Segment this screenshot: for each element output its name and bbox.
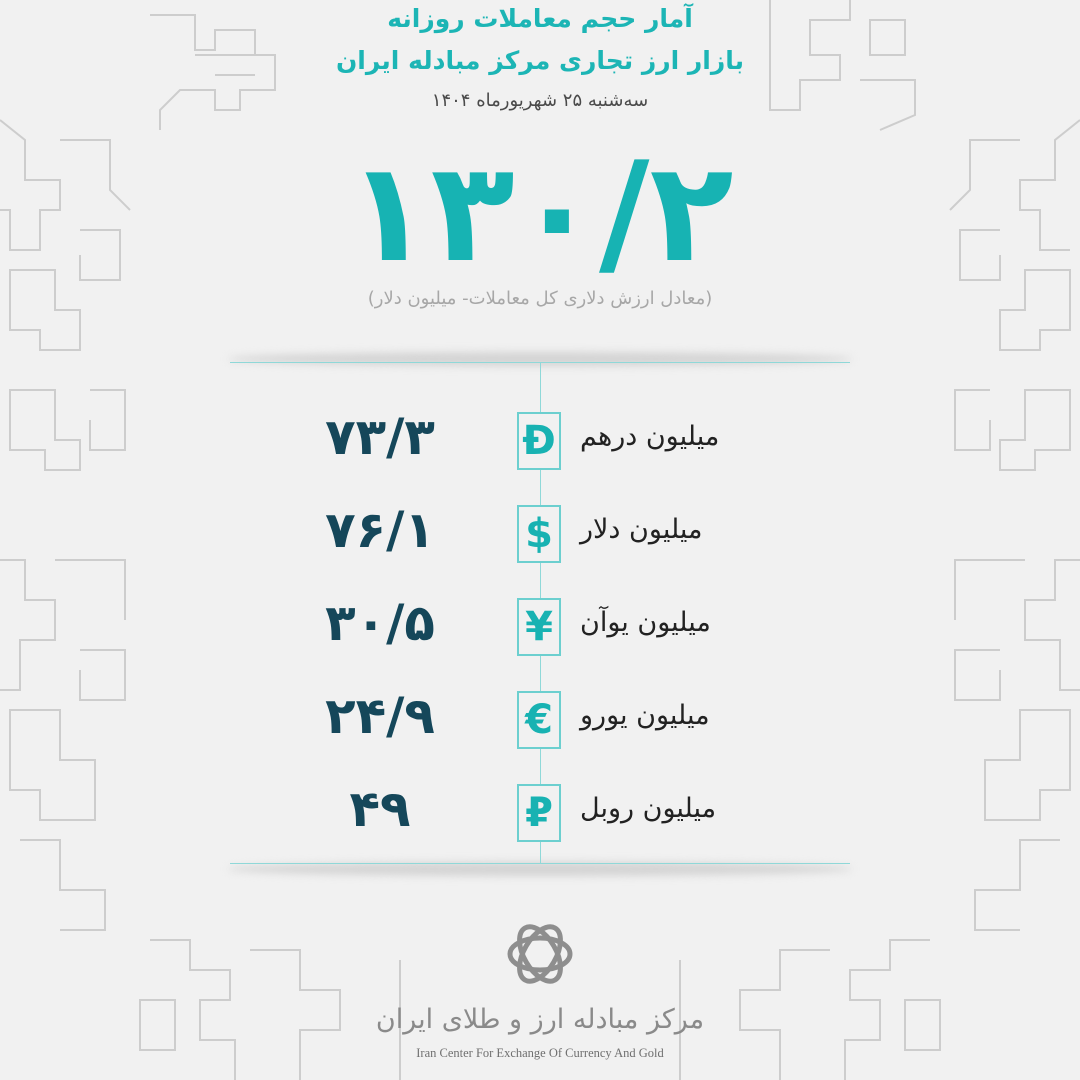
currency-row-euro (230, 676, 850, 756)
currency-label: میلیون درهم (580, 421, 720, 452)
currency-label: میلیون یوآن (580, 607, 711, 638)
title-line-2: بازار ارز تجاری مرکز مبادله ایران (335, 46, 745, 75)
dollar-icon: $ (517, 505, 561, 563)
title-line-1: آمار حجم معاملات روزانه (387, 4, 693, 33)
yuan-icon: ¥ (517, 598, 561, 656)
logo-name-en: Iran Center For Exchange Of Currency And Gold (416, 1046, 664, 1060)
panel-bottom-shadow (228, 862, 852, 876)
ruble-icon: ₽ (517, 784, 561, 842)
exchange-center-logo-icon (490, 916, 590, 996)
report-date: سه‌شنبه ۲۵ شهریورماه ۱۴۰۴ (431, 90, 649, 111)
total-value: ۱۳۰/۲ (346, 132, 734, 293)
currency-value: ۴۹ (349, 780, 411, 838)
euro-icon: € (517, 691, 561, 749)
currency-row-ruble (230, 769, 850, 849)
dirham-icon: Đ (517, 412, 561, 470)
currency-row-dirham (230, 397, 850, 477)
currency-label: میلیون دلار (580, 514, 703, 545)
currency-label: میلیون یورو (580, 700, 710, 731)
total-caption: (معادل ارزش دلاری کل معاملات- میلیون دلار) (367, 288, 713, 309)
currency-row-yuan (230, 583, 850, 663)
currency-label: میلیون روبل (580, 793, 717, 824)
currency-row-dollar (230, 490, 850, 570)
currency-value: ۷۶/۱ (325, 501, 435, 559)
currency-value: ۷۳/۳ (325, 408, 435, 466)
currency-value: ۳۰/۵ (325, 594, 435, 652)
currency-value: ۲۴/۹ (325, 687, 435, 745)
logo-name-fa: مرکز مبادله ارز و طلای ایران (375, 1004, 705, 1035)
currency-table (230, 362, 850, 864)
